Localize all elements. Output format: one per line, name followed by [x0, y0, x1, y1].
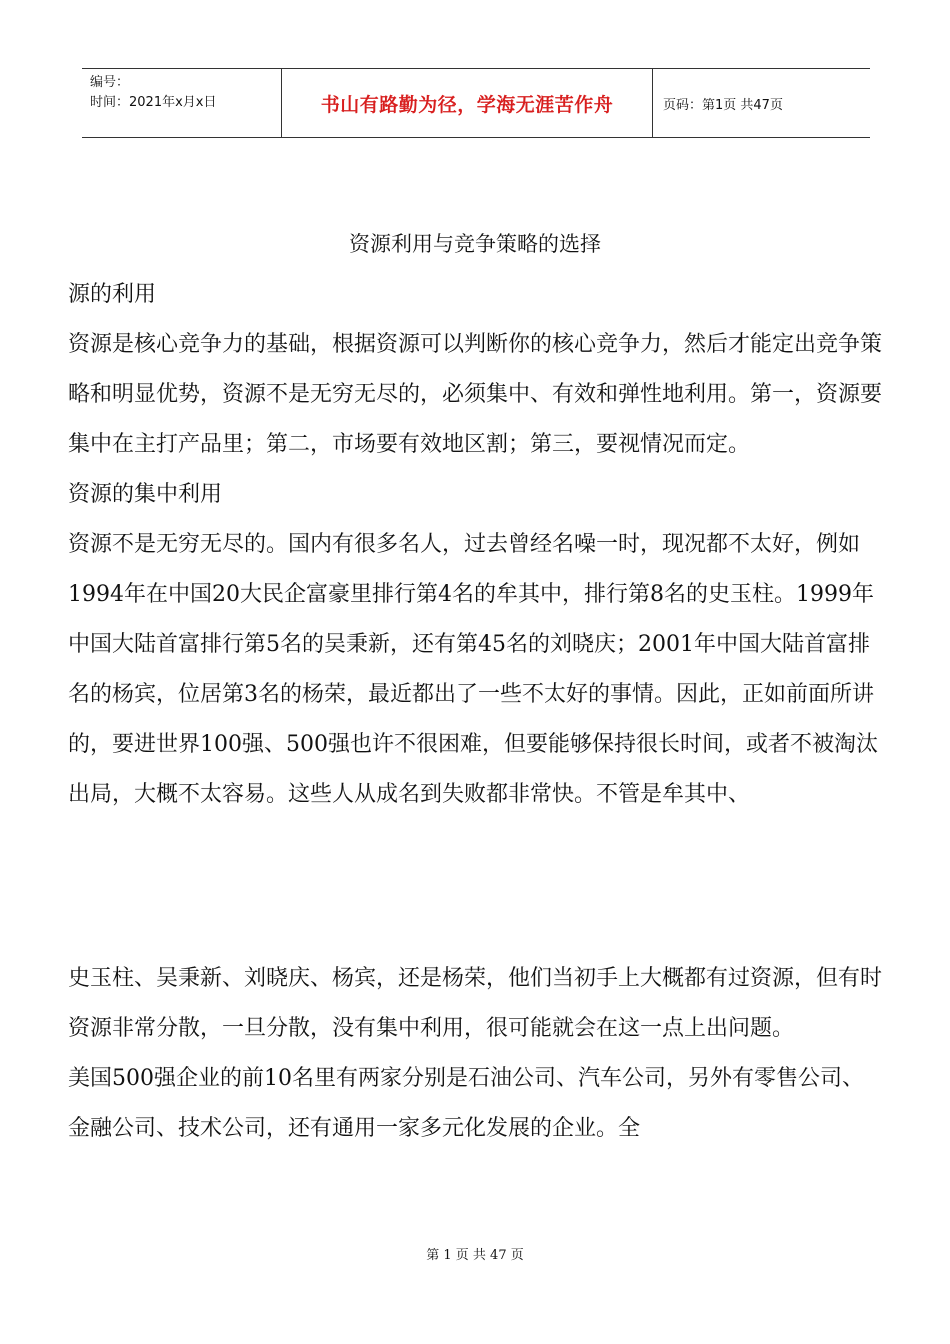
- page-footer: 第 1 页 共 47 页: [426, 1248, 524, 1263]
- header-table: [82, 68, 870, 138]
- header-page-cell: [653, 69, 870, 137]
- body-block-1: [68, 270, 883, 820]
- code-label: 编号：: [90, 75, 130, 90]
- body-block-2: [68, 954, 883, 1154]
- paragraph: 美国500强企业的前10名里有两家分别是石油公司、汽车公司，另外有零售公司、金融公司、技术公司，还有通用一家多元化发展的企业。全: [68, 1066, 864, 1141]
- header-motto-cell: [282, 69, 653, 137]
- paragraph: 资源是核心竞争力的基础，根据资源可以判断你的核心竞争力，然后才能定出竞争策略和明显优势，资源不是无穷无尽的，必须集中、有效和弹性地利用。第一，资源要集中在主打产品里；第二，市场要有效地区割；第三，要视情况而定。: [68, 332, 883, 457]
- section-heading: 源的利用: [68, 282, 157, 307]
- header-page-label: 页码：第1页 共47页: [663, 97, 783, 113]
- document-title: 资源利用与竞争策略的选择: [349, 232, 601, 256]
- paragraph: 史玉柱、吴秉新、刘晓庆、杨宾，还是杨荣，他们当初手上大概都有过资源，但有时资源非常分散，一旦分散，没有集中利用，很可能就会在这一点上出问题。: [68, 966, 883, 1041]
- section-heading: 资源的集中利用: [68, 482, 223, 507]
- paragraph: 资源不是无穷无尽的。国内有很多名人，过去曾经名噪一时，现况都不太好，例如1994年在中国20大民企富豪里排行第4名的牟其中，排行第8名的史玉柱。1999年中国大陆首富排行第5名的吴秉新，还有第45名的刘晓庆；2001年中国大陆首富排名的杨宾，位居第3名的杨荣，最近都出了一些不太好的事情。因此，正如前面所讲的，要进世界100强、500强也许不很困难，但要能够保持很长时间，或者不被淘汰出局，大概不太容易。这些人从成名到失败都非常快。不管是牟其中、: [68, 532, 878, 807]
- header-motto: 书山有路勤为径，学海无涯苦作舟: [320, 93, 614, 116]
- time-label: 时间：2021年x月x日: [90, 95, 217, 110]
- header-meta-cell: [82, 69, 282, 137]
